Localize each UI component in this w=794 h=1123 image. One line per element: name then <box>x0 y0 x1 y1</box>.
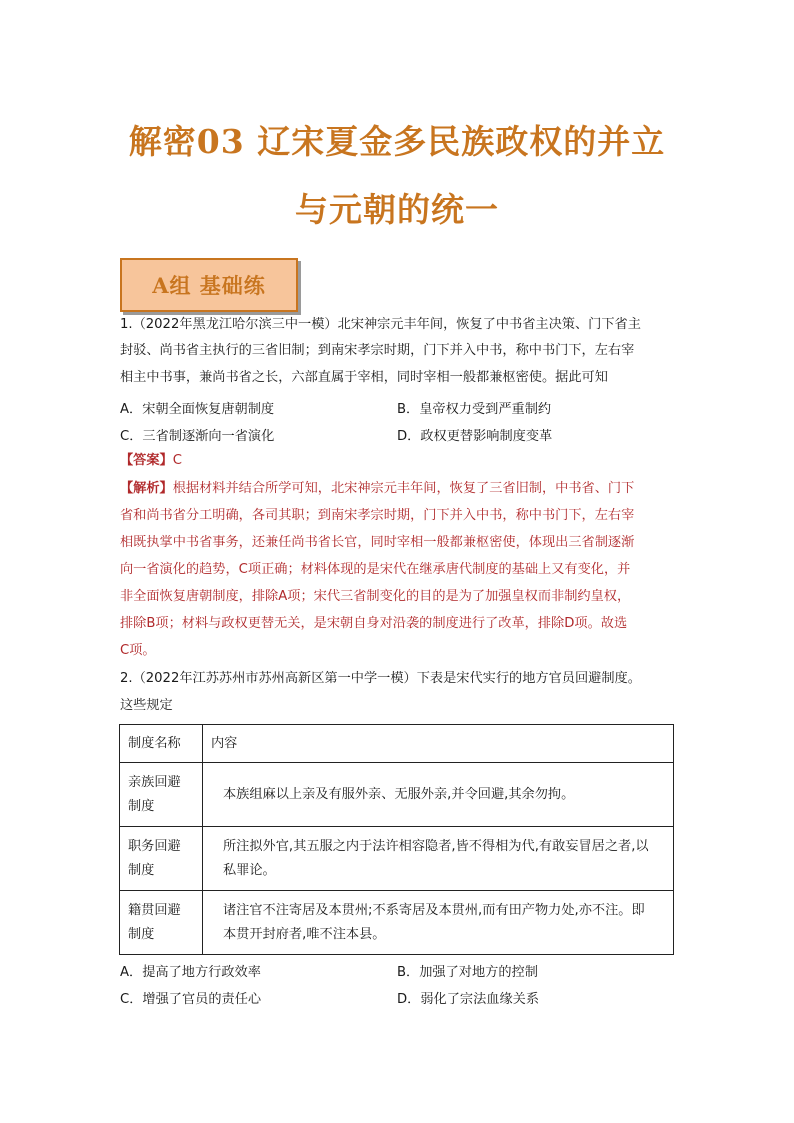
q2-option-a: A．提高了地方行政效率 <box>120 965 261 980</box>
group-label: A组 基础练 <box>152 273 266 298</box>
cell-line: 制度 <box>128 926 155 942</box>
cell-line: 亲族回避 <box>128 774 181 790</box>
table-cell-name <box>120 891 203 955</box>
page-title-line-1: 解密03 辽宋夏金多民族政权的并立 <box>128 122 666 161</box>
table-cell-content <box>203 891 674 955</box>
analysis-tag: 【解析】 <box>120 481 173 496</box>
q1-option-b: B．皇帝权力受到严重制约 <box>397 402 552 417</box>
q2-option-b: B．加强了对地方的控制 <box>397 965 538 980</box>
avoidance-table <box>119 724 674 955</box>
table-row <box>120 827 674 891</box>
answer-tag: 【答案】 <box>120 453 173 468</box>
table-cell-name <box>120 763 203 827</box>
cell-line: 籍贯回避 <box>128 902 181 918</box>
q1-option-c: C．三省制逐渐向一省演化 <box>120 429 275 444</box>
page-title-line-2: 与元朝的统一 <box>295 190 499 229</box>
q1-stem-line: 封驳、尚书省主执行的三省旧制；到南宋孝宗时期，门下并入中书，称中书门下，左右宰 <box>120 343 635 358</box>
table-cell-content <box>203 763 674 827</box>
cell-line: 本族组麻以上亲及有服外亲、无服外亲,并令回避,其余勿拘。 <box>223 786 575 802</box>
q1-analysis-line: 向一省演化的趋势，C项正确；材料体现的是宋代在继承唐代制度的基础上又有变化，并 <box>120 562 631 577</box>
table-row <box>120 763 674 827</box>
cell-line: 所注拟外官,其五服之内于法许相容隐者,皆不得相为代,有敢妄冒居之者,以 <box>223 838 649 854</box>
q2-stem-line: 这些规定 <box>120 698 173 713</box>
table-cell-name <box>120 827 203 891</box>
q1-analysis-line: 排除B项；材料与政权更替无关，是宋朝自身对沿袭的制度进行了改革，排除D项。故选 <box>120 616 628 631</box>
cell-line: 职务回避 <box>128 838 181 854</box>
cell-line: 诸注官不注寄居及本贯州;不系寄居及本贯州,而有田产物力处,亦不注。即 <box>223 902 645 918</box>
q1-analysis-line: C项。 <box>120 643 156 658</box>
cell-line: 本贯开封府者,唯不注本县。 <box>223 926 386 942</box>
analysis-text: 根据材料并结合所学可知，北宋神宗元丰年间，恢复了三省旧制，中书省、门下 <box>172 481 635 496</box>
cell-line: 私罪论。 <box>223 862 276 878</box>
q1-stem-line: 相主中书事，兼尚书省之长，六部直属于宰相，同时宰相一般都兼枢密使。据此可知 <box>120 370 608 385</box>
q2-stem-line: 2.（2022年江苏苏州市苏州高新区第一中学一模）下表是宋代实行的地方官员回避制度。 <box>120 671 641 686</box>
q2-option-c: C．增强了官员的责任心 <box>120 992 262 1007</box>
answer-value: C <box>172 453 182 468</box>
table-row <box>120 891 674 955</box>
q1-analysis-line <box>120 480 680 498</box>
table-header-cell: 制度名称 <box>120 725 203 763</box>
q1-analysis-line: 相既执掌中书省事务，还兼任尚书省长官，同时宰相一般都兼枢密使，体现出三省制逐渐 <box>120 535 635 550</box>
cell-line: 制度 <box>128 798 155 814</box>
table-header-row <box>120 725 674 763</box>
q1-option-a: A．宋朝全面恢复唐朝制度 <box>120 402 275 417</box>
q1-option-d: D．政权更替影响制度变革 <box>397 429 553 444</box>
q1-analysis-line: 非全面恢复唐朝制度，排除A项；宋代三省制变化的目的是为了加强皇权而非制约皇权， <box>120 589 631 604</box>
q1-analysis-line: 省和尚书省分工明确，各司其职；到南宋孝宗时期，门下并入中书，称中书门下，左右宰 <box>120 508 635 523</box>
q1-answer <box>120 452 680 470</box>
table-cell-content <box>203 827 674 891</box>
q1-stem-line: 1.（2022年黑龙江哈尔滨三中一模）北宋神宗元丰年间，恢复了中书省主决策、门下省主 <box>120 317 641 332</box>
q2-option-d: D．弱化了宗法血缘关系 <box>397 992 540 1007</box>
cell-line: 制度 <box>128 862 155 878</box>
group-label-box <box>120 258 298 312</box>
table-header-cell: 内容 <box>203 725 674 763</box>
